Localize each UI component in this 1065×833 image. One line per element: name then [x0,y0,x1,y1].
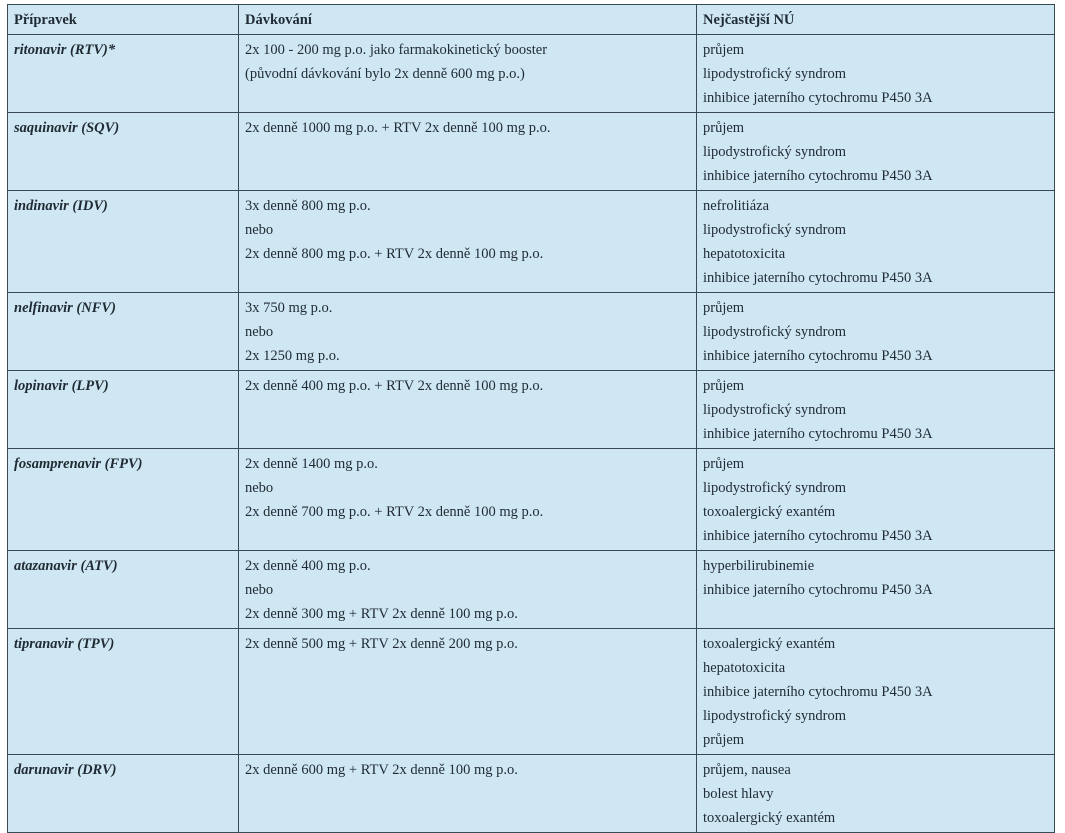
dosage-line: 2x denně 700 mg p.o. + RTV 2x denně 100 mg p.o. [245,504,544,520]
side-effect-line: bolest hlavy [703,786,774,802]
side-effect-line: inhibice jaterního cytochromu P450 3A [703,270,933,286]
side-effect-line: inhibice jaterního cytochromu P450 3A [703,90,933,106]
dosage-line: 2x denně 800 mg p.o. + RTV 2x denně 100 mg p.o. [245,246,544,262]
dosage-line: nebo [245,222,274,238]
side-effect-line: průjem [703,300,745,316]
dosage-line: 2x denně 500 mg + RTV 2x denně 200 mg p.o. [245,636,518,652]
side-effect-line: průjem [703,42,745,58]
table-body [8,35,1055,833]
side-effect-line: inhibice jaterního cytochromu P450 3A [703,582,933,598]
header-row [8,5,1055,35]
side-effects-cell [697,191,1055,293]
header-dosage: Dávkování [239,5,697,35]
dosage-line: 2x denně 300 mg + RTV 2x denně 100 mg p.o. [245,606,518,622]
side-effects-cell [697,551,1055,629]
side-effect-line: lipodystrofický syndrom [703,144,846,160]
table-row [8,113,1055,191]
table-row [8,449,1055,551]
dosage-line: nebo [245,480,274,496]
dosage-cell [239,551,697,629]
dosage-cell [239,629,697,755]
side-effect-line: toxoalergický exantém [703,636,836,652]
dosage-line: 2x denně 400 mg p.o. + RTV 2x denně 100 mg p.o. [245,378,544,394]
dosage-cell [239,113,697,191]
side-effect-line: inhibice jaterního cytochromu P450 3A [703,426,933,442]
dosage-line: 2x denně 400 mg p.o. [245,558,371,574]
dosage-line: 2x denně 600 mg + RTV 2x denně 100 mg p.o. [245,762,518,778]
side-effect-line: lipodystrofický syndrom [703,480,846,496]
table-row [8,629,1055,755]
side-effect-line: inhibice jaterního cytochromu P450 3A [703,348,933,364]
side-effects-cell [697,755,1055,833]
side-effects-cell [697,35,1055,113]
dosage-cell [239,371,697,449]
drug-name: fosamprenavir (FPV) [8,449,239,551]
side-effect-line: hepatotoxicita [703,246,786,262]
side-effects-cell [697,113,1055,191]
side-effect-line: hyperbilirubinemie [703,558,815,574]
dosage-cell [239,191,697,293]
table-row [8,755,1055,833]
dosage-cell [239,449,697,551]
dosage-line: 2x denně 1000 mg p.o. + RTV 2x denně 100 mg p.o. [245,120,551,136]
side-effect-line: průjem [703,732,745,748]
side-effect-line: lipodystrofický syndrom [703,66,846,82]
drug-table [7,4,1055,833]
side-effect-line: hepatotoxicita [703,660,786,676]
drug-name: darunavir (DRV) [8,755,239,833]
side-effect-line: průjem [703,378,745,394]
side-effects-cell [697,371,1055,449]
drug-name: lopinavir (LPV) [8,371,239,449]
table-row [8,191,1055,293]
side-effect-line: toxoalergický exantém [703,504,836,520]
table-row [8,293,1055,371]
table-row [8,35,1055,113]
side-effect-line: inhibice jaterního cytochromu P450 3A [703,528,933,544]
dosage-line: nebo [245,582,274,598]
drug-name: saquinavir (SQV) [8,113,239,191]
dosage-line: 3x 750 mg p.o. [245,300,333,316]
side-effect-line: průjem [703,456,745,472]
dosage-line: 2x denně 1400 mg p.o. [245,456,378,472]
dosage-line: (původní dávkování bylo 2x denně 600 mg p.o.) [245,66,525,82]
dosage-cell [239,293,697,371]
table-row [8,371,1055,449]
side-effects-cell [697,449,1055,551]
side-effect-line: lipodystrofický syndrom [703,324,846,340]
side-effect-line: průjem, nausea [703,762,791,778]
side-effect-line: lipodystrofický syndrom [703,402,846,418]
drug-name: indinavir (IDV) [8,191,239,293]
dosage-line: nebo [245,324,274,340]
drug-name: tipranavir (TPV) [8,629,239,755]
side-effect-line: inhibice jaterního cytochromu P450 3A [703,684,933,700]
dosage-line: 3x denně 800 mg p.o. [245,198,371,214]
side-effects-cell [697,629,1055,755]
dosage-cell [239,35,697,113]
dosage-line: 2x 1250 mg p.o. [245,348,340,364]
drug-table-container [7,4,1054,833]
header-side-effects: Nejčastější NÚ [697,5,1055,35]
side-effects-cell [697,293,1055,371]
side-effect-line: lipodystrofický syndrom [703,708,846,724]
dosage-cell [239,755,697,833]
side-effect-line: průjem [703,120,745,136]
table-row [8,551,1055,629]
dosage-line: 2x 100 - 200 mg p.o. jako farmakokinetický booster [245,42,548,58]
drug-name: nelfinavir (NFV) [8,293,239,371]
drug-name: atazanavir (ATV) [8,551,239,629]
header-drug: Přípravek [8,5,239,35]
side-effect-line: toxoalergický exantém [703,810,836,826]
side-effect-line: nefrolitiáza [703,198,770,214]
side-effect-line: lipodystrofický syndrom [703,222,846,238]
drug-name: ritonavir (RTV)* [8,35,239,113]
side-effect-line: inhibice jaterního cytochromu P450 3A [703,168,933,184]
